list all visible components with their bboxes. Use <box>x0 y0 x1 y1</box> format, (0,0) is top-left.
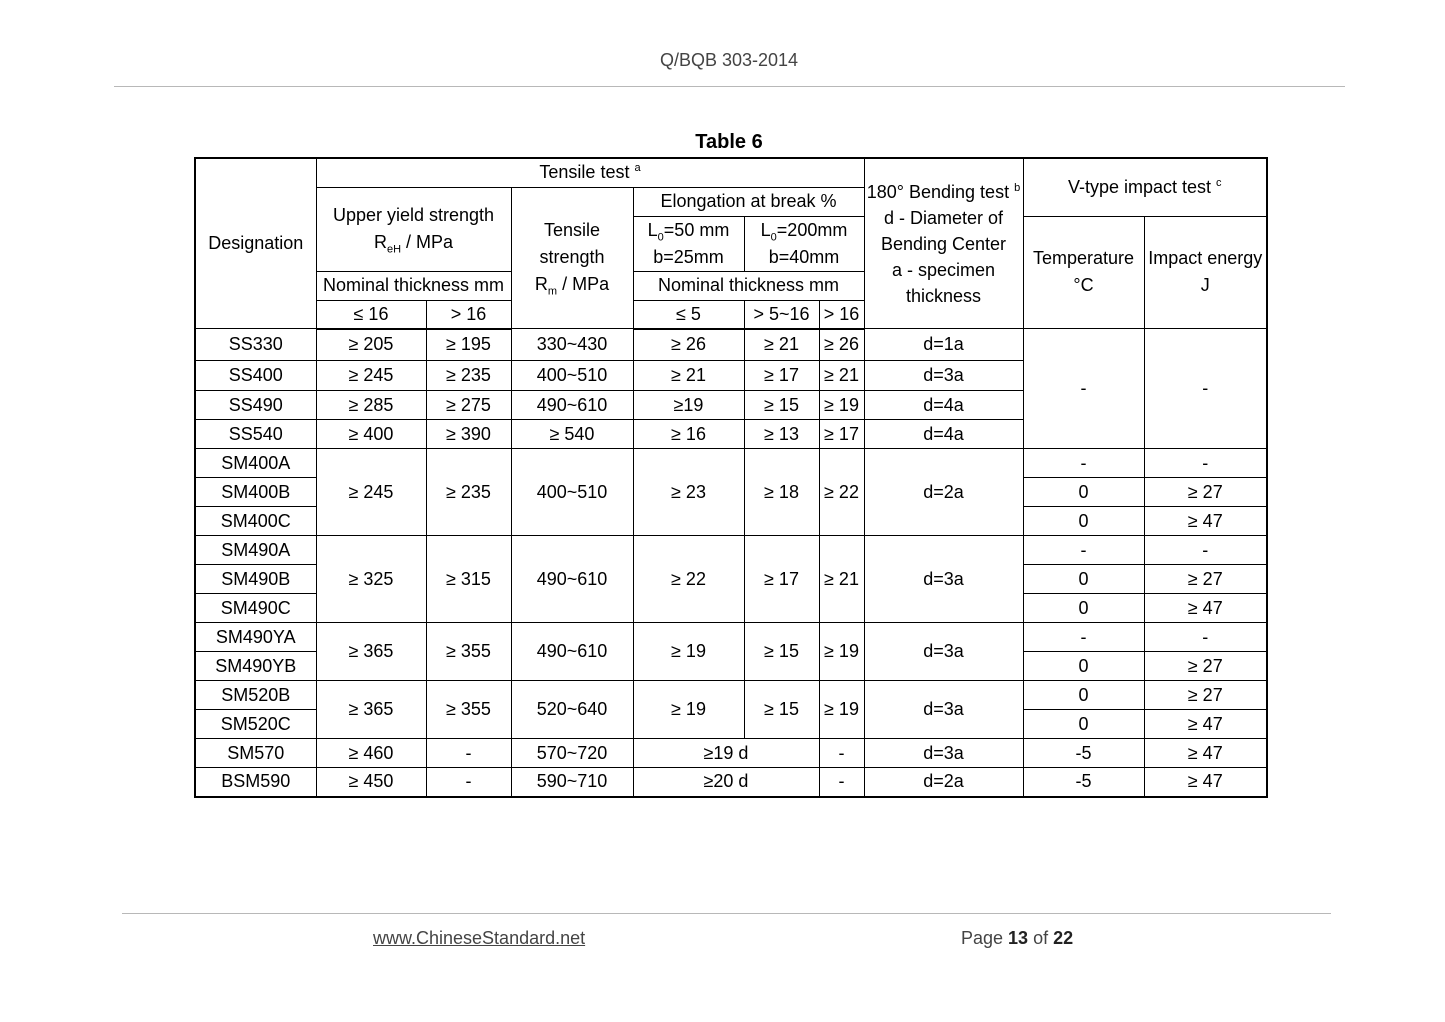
cell-rm: 400~510 <box>511 361 633 391</box>
cell-reh-gt16: ≥ 355 <box>426 623 511 681</box>
cell-rm: 520~640 <box>511 681 633 739</box>
table-row <box>195 449 1267 478</box>
cell-el-gt16: ≥ 19 <box>819 623 864 681</box>
cell-designation: SS330 <box>195 329 316 361</box>
cell-el-5-16: ≥ 13 <box>744 420 819 449</box>
cell-reh-gt16: ≥ 275 <box>426 391 511 420</box>
cell-designation: SM490A <box>195 536 316 565</box>
cell-el-gt16: ≥ 17 <box>819 420 864 449</box>
cell-reh-gt16: ≥ 195 <box>426 329 511 361</box>
table-row <box>195 739 1267 768</box>
cell-temperature: 0 <box>1023 681 1144 710</box>
header-divider <box>114 86 1345 87</box>
header-tensile-strength: Tensile strength $R_m$ / MPa <box>511 187 633 329</box>
cell-reh-gt16: ≥ 315 <box>426 536 511 623</box>
cell-el-le5: ≥ 19 <box>633 623 744 681</box>
cell-el-gt16: - <box>819 739 864 768</box>
cell-el-5-16: ≥ 15 <box>744 391 819 420</box>
cell-rm: 330~430 <box>511 329 633 361</box>
cell-reh-le16: ≥ 245 <box>316 361 426 391</box>
cell-designation: SM400B <box>195 478 316 507</box>
cell-temperature: 0 <box>1023 710 1144 739</box>
cell-reh-le16: ≥ 245 <box>316 449 426 536</box>
cell-el-5-16: ≥ 15 <box>744 623 819 681</box>
cell-impact-energy: ≥ 47 <box>1144 594 1267 623</box>
cell-rm: ≥ 540 <box>511 420 633 449</box>
cell-designation: SS400 <box>195 361 316 391</box>
cell-el-gt16: ≥ 19 <box>819 391 864 420</box>
cell-rm: 490~610 <box>511 623 633 681</box>
cell-impact-energy: ≥ 47 <box>1144 507 1267 536</box>
table-6 <box>194 157 1268 798</box>
cell-el-gt16: ≥ 21 <box>819 361 864 391</box>
cell-bend: d=4a <box>864 391 1023 420</box>
cell-impact-energy: - <box>1144 329 1267 449</box>
header-gt16b: > 16 <box>819 300 864 329</box>
cell-impact-energy: ≥ 27 <box>1144 652 1267 681</box>
table-title: Table 6 <box>695 131 763 153</box>
cell-el-le5: ≥ 26 <box>633 329 744 361</box>
footer-divider <box>122 913 1331 914</box>
cell-el-le5: ≥ 22 <box>633 536 744 623</box>
website-link[interactable]: www.ChineseStandard.net <box>373 928 586 948</box>
cell-bend: d=3a <box>864 361 1023 391</box>
cell-reh-le16: ≥ 460 <box>316 739 426 768</box>
cell-designation: SM490C <box>195 594 316 623</box>
cell-temperature: - <box>1023 623 1144 652</box>
cell-el-5-16: ≥ 17 <box>744 536 819 623</box>
cell-reh-le16: ≥ 205 <box>316 329 426 361</box>
cell-designation: SM520C <box>195 710 316 739</box>
cell-reh-gt16: ≥ 235 <box>426 361 511 391</box>
cell-impact-energy: - <box>1144 449 1267 478</box>
cell-el-le5: ≥ 19 <box>633 681 744 739</box>
table-row <box>195 768 1267 797</box>
header-nominal-thickness: Nominal thickness mm <box>316 271 511 300</box>
header-impact-energy: Impact energy J <box>1144 216 1267 329</box>
cell-designation: SM490B <box>195 565 316 594</box>
cell-designation: SM570 <box>195 739 316 768</box>
cell-bend: d=1a <box>864 329 1023 361</box>
cell-temperature: 0 <box>1023 652 1144 681</box>
cell-el-le5: ≥ 23 <box>633 449 744 536</box>
page-number: Page 13 of 22 <box>961 928 1074 948</box>
header-elongation: Elongation at break % <box>633 187 864 216</box>
standard-code: Q/BQB 303-2014 <box>659 50 799 70</box>
cell-el-le5: ≥ 21 <box>633 361 744 391</box>
cell-bend: d=3a <box>864 739 1023 768</box>
cell-temperature: 0 <box>1023 594 1144 623</box>
header-l0-50: $L_0=50$ mm b=25mm <box>633 216 744 271</box>
cell-el-gt16: ≥ 19 <box>819 681 864 739</box>
header-gt5-16: > 5~16 <box>744 300 819 329</box>
cell-el-le5: ≥19 <box>633 391 744 420</box>
cell-reh-le16: ≥ 325 <box>316 536 426 623</box>
header-bending-test: 180° Bending test $^b$ d - Diameter of Bending Center a - specimen thickness <box>864 158 1023 329</box>
table-row <box>195 623 1267 652</box>
cell-temperature: - <box>1023 536 1144 565</box>
cell-impact-energy: ≥ 27 <box>1144 565 1267 594</box>
cell-bend: d=2a <box>864 449 1023 536</box>
cell-temperature: -5 <box>1023 768 1144 797</box>
cell-el-gt16: - <box>819 768 864 797</box>
cell-el-gt16: ≥ 22 <box>819 449 864 536</box>
cell-designation: SS490 <box>195 391 316 420</box>
cell-designation: SS540 <box>195 420 316 449</box>
cell-reh-le16: ≥ 365 <box>316 681 426 739</box>
cell-el-5-16: ≥ 17 <box>744 361 819 391</box>
cell-elongation: ≥19 d <box>633 739 819 768</box>
cell-rm: 490~610 <box>511 391 633 420</box>
header-gt16: > 16 <box>426 300 511 329</box>
cell-designation: SM400A <box>195 449 316 478</box>
cell-impact-energy: ≥ 47 <box>1144 739 1267 768</box>
header-nominal-thickness-2: Nominal thickness mm <box>633 271 864 300</box>
cell-reh-le16: ≥ 450 <box>316 768 426 797</box>
cell-bend: d=3a <box>864 536 1023 623</box>
cell-designation: BSM590 <box>195 768 316 797</box>
header-upper-yield: Upper yield strength $R_{eH}$ / MPa <box>316 187 511 271</box>
header-designation: Designation <box>195 158 316 329</box>
cell-impact-energy: ≥ 47 <box>1144 768 1267 797</box>
cell-temperature: 0 <box>1023 478 1144 507</box>
cell-el-5-16: ≥ 18 <box>744 449 819 536</box>
cell-impact-energy: ≥ 27 <box>1144 681 1267 710</box>
cell-impact-energy: ≥ 27 <box>1144 478 1267 507</box>
cell-el-le5: ≥ 16 <box>633 420 744 449</box>
cell-reh-le16: ≥ 285 <box>316 391 426 420</box>
cell-reh-gt16: - <box>426 768 511 797</box>
cell-reh-gt16: ≥ 355 <box>426 681 511 739</box>
cell-el-gt16: ≥ 26 <box>819 329 864 361</box>
cell-reh-gt16: ≥ 390 <box>426 420 511 449</box>
header-tensile-test: Tensile test $^a$ <box>316 158 864 187</box>
cell-temperature: -5 <box>1023 739 1144 768</box>
header-le16: ≤ 16 <box>316 300 426 329</box>
cell-impact-energy: ≥ 47 <box>1144 710 1267 739</box>
header-le5: ≤ 5 <box>633 300 744 329</box>
cell-bend: d=3a <box>864 623 1023 681</box>
cell-designation: SM490YA <box>195 623 316 652</box>
cell-impact-energy: - <box>1144 623 1267 652</box>
table-row <box>195 681 1267 710</box>
table-row <box>195 536 1267 565</box>
cell-rm: 570~720 <box>511 739 633 768</box>
header-l0-200: $L_0=200mm$ b=40mm <box>744 216 864 271</box>
cell-el-gt16: ≥ 21 <box>819 536 864 623</box>
cell-reh-gt16: - <box>426 739 511 768</box>
cell-elongation: ≥20 d <box>633 768 819 797</box>
header-temperature: Temperature °C <box>1023 216 1144 329</box>
cell-temperature: 0 <box>1023 565 1144 594</box>
cell-designation: SM520B <box>195 681 316 710</box>
cell-el-5-16: ≥ 21 <box>744 329 819 361</box>
cell-el-5-16: ≥ 15 <box>744 681 819 739</box>
cell-temperature: 0 <box>1023 507 1144 536</box>
header-impact-test: V-type impact test $^c$ <box>1023 158 1267 216</box>
cell-designation: SM400C <box>195 507 316 536</box>
cell-reh-le16: ≥ 400 <box>316 420 426 449</box>
cell-rm: 490~610 <box>511 536 633 623</box>
cell-temperature: - <box>1023 329 1144 449</box>
cell-reh-le16: ≥ 365 <box>316 623 426 681</box>
cell-bend: d=2a <box>864 768 1023 797</box>
cell-rm: 400~510 <box>511 449 633 536</box>
cell-bend: d=3a <box>864 681 1023 739</box>
cell-impact-energy: - <box>1144 536 1267 565</box>
cell-rm: 590~710 <box>511 768 633 797</box>
table-row <box>195 329 1267 361</box>
cell-temperature: - <box>1023 449 1144 478</box>
cell-designation: SM490YB <box>195 652 316 681</box>
cell-bend: d=4a <box>864 420 1023 449</box>
cell-reh-gt16: ≥ 235 <box>426 449 511 536</box>
